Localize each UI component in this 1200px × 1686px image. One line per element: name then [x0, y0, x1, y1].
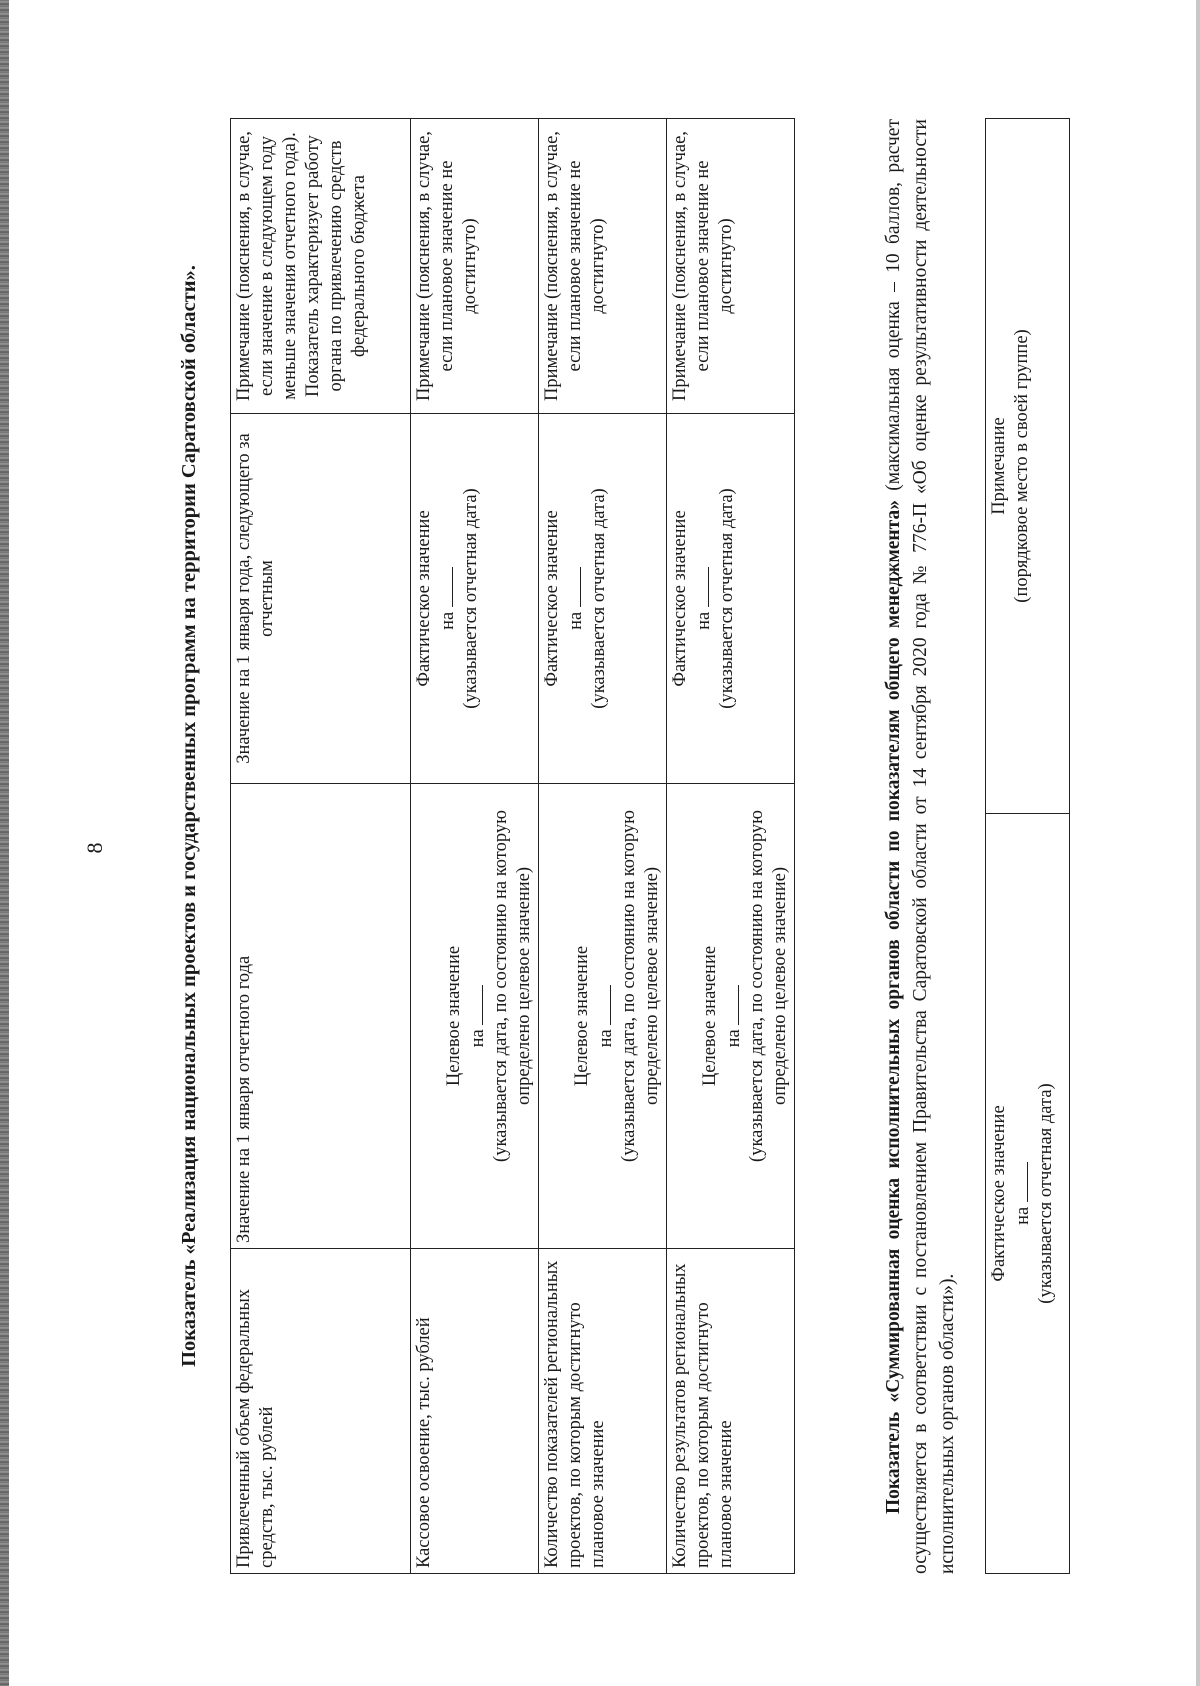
- actual-value-date: на: [1011, 820, 1035, 1567]
- rank-note-cell: [986, 119, 1070, 814]
- actual-value-note: (указывается отчетная дата): [1036, 1083, 1056, 1304]
- target-value-cell: [667, 784, 795, 1249]
- target-value-cell: [411, 784, 539, 1249]
- target-value-note: (указывается дата, по состоянию на которую определено целевое значение): [491, 810, 534, 1162]
- date-blank: [692, 567, 709, 607]
- actual-value-date: на: [564, 419, 588, 778]
- target-value-title: Целевое значение: [444, 945, 464, 1087]
- table-row: [539, 119, 667, 1574]
- actual-value-cell: [539, 414, 667, 784]
- target-value-date: на: [594, 789, 618, 1243]
- table-row: [411, 119, 539, 1574]
- date-blank: [722, 985, 739, 1025]
- actual-value-cell: [411, 414, 539, 784]
- target-value-cell: [539, 784, 667, 1249]
- actual-value-title: Фактическое значение: [670, 510, 690, 687]
- target-value-date: на: [722, 789, 746, 1243]
- actual-value-date: на: [692, 419, 716, 778]
- table-row: [986, 119, 1070, 1574]
- indicator-description: [880, 119, 961, 1574]
- target-value-note: (указывается дата, по состоянию на которую определено целевое значение): [619, 810, 662, 1162]
- actual-value-date: на: [436, 419, 460, 778]
- page-number: 8: [82, 842, 107, 854]
- actual-value-cell: [667, 414, 795, 784]
- actual-value-note: (указывается отчетная дата): [589, 488, 609, 709]
- actual-value-title: Фактическое значение: [414, 510, 434, 687]
- indicator-title: Показатель «Суммированная оценка исполнительных органов области по показателям общего менеджмента»: [883, 500, 904, 1514]
- indicator-cell: Кассовое освоение, тыс. рублей: [411, 1249, 539, 1574]
- indicator-cell: Количество результатов региональных проектов, по которым достигнуто плановое значение: [667, 1249, 795, 1574]
- target-value-title: Целевое значение: [700, 945, 720, 1087]
- table-row: [231, 119, 411, 1574]
- date-blank: [1011, 1162, 1028, 1202]
- date-blank: [564, 567, 581, 607]
- value-start-cell: Значение на 1 января отчетного года: [231, 784, 411, 1249]
- note-cell: Примечание (пояснения, в случае, если плановое значение не достигнуто): [667, 119, 795, 414]
- note-cell: Примечание (пояснения, в случае, если плановое значение не достигнуто): [411, 119, 539, 414]
- date-blank: [594, 985, 611, 1025]
- indicator-description-text: (максимальная оценка – 10 баллов, расчет осуществляется в соответствии с постановлением Правительства Саратовской области от 14 сентября 2020 года № 776-П «Об оценке результативности деятельности исполнительных органов области»).: [883, 119, 958, 1574]
- rank-note-text: (порядковое место в своей группе): [1012, 329, 1032, 603]
- actual-value-title: Фактическое значение: [542, 510, 562, 687]
- note-cell: Примечание (пояснения, в случае, если плановое значение не достигнуто): [539, 119, 667, 414]
- actual-value-cell: [986, 814, 1070, 1574]
- date-blank: [436, 567, 453, 607]
- target-value-note: (указывается дата, по состоянию на которую определено целевое значение): [747, 810, 790, 1162]
- indicators-table: [230, 118, 795, 1574]
- target-value-title: Целевое значение: [572, 945, 592, 1087]
- table-row: [667, 119, 795, 1574]
- note-cell: Примечание (пояснения, в случае, если значение в следующем году меньше значения отчетного года). Показатель характеризует работу органа по привлечению средств федерального бюджета: [231, 119, 411, 414]
- rank-note-title: Примечание: [989, 417, 1009, 515]
- target-value-date: на: [466, 789, 490, 1243]
- section-heading: Показатель «Реализация национальных проектов и государственных программ на территории Саратовской области».: [178, 265, 200, 1367]
- date-blank: [466, 985, 483, 1025]
- indicator-cell: Количество показателей региональных проектов, по которым достигнуто плановое значение: [539, 1249, 667, 1574]
- actual-value-note: (указывается отчетная дата): [461, 488, 481, 709]
- indicator-cell: Привлеченный объем федеральных средств, тыс. рублей: [231, 1249, 411, 1574]
- actual-value-title: Фактическое значение: [989, 1105, 1009, 1282]
- value-end-cell: Значение на 1 января года, следующего за отчетным: [231, 414, 411, 784]
- management-score-table: [985, 118, 1070, 1574]
- actual-value-note: (указывается отчетная дата): [717, 488, 737, 709]
